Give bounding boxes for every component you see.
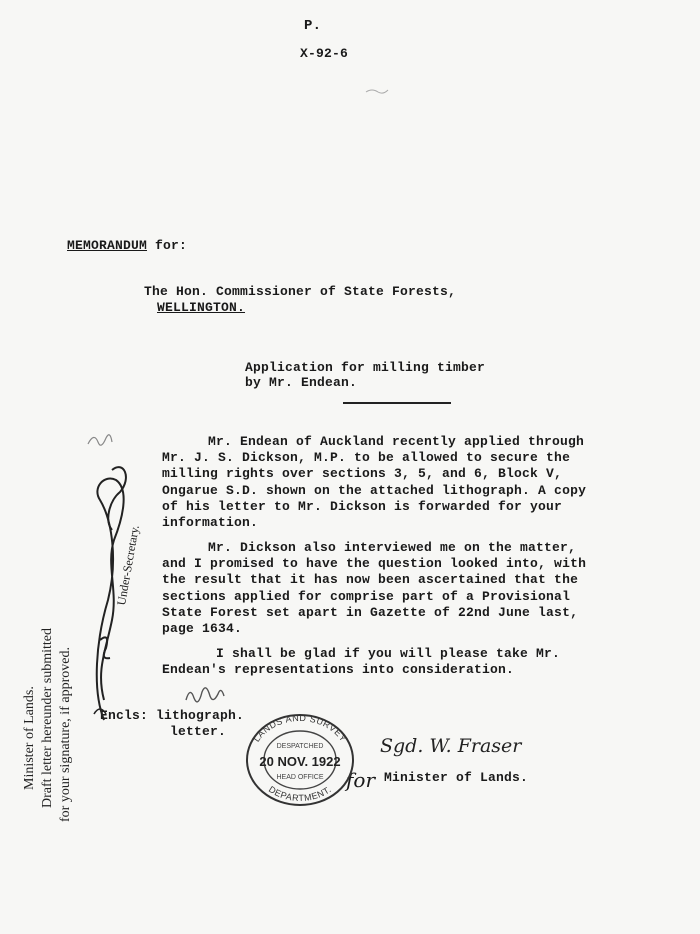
page-letter: P.	[304, 18, 322, 34]
stamp-outer-bottom: DEPARTMENT.	[266, 784, 334, 804]
under-secretary-label: Under-Secretary.	[114, 523, 142, 607]
body-line: page 1634.	[162, 621, 243, 637]
signatory-title: Minister of Lands.	[384, 770, 529, 785]
enclosures-label: Encls:	[100, 708, 149, 723]
stamp-inner-top: DESPATCHED	[276, 743, 324, 750]
body-line: Mr. Endean of Auckland recently applied through	[208, 434, 585, 449]
svg-text:LANDS AND SURVEY	[251, 713, 348, 744]
handwritten-signature: Sgd. W. Fraser	[380, 735, 522, 757]
body-line: Mr. J. S. Dickson, M.P. to be allowed to secure the	[162, 450, 571, 466]
body-line: the result that it has now been ascertained that the	[162, 572, 579, 588]
enclosure-item: letter.	[170, 724, 227, 739]
addressee-title: The Hon. Commissioner of State Forests,	[144, 284, 457, 299]
enclosure-item: lithograph.	[156, 708, 245, 723]
margin-note-line-1: Minister of Lands.	[22, 686, 37, 790]
memo-label: MEMORANDUM	[67, 238, 148, 253]
body-line: I shall be glad if you will please take Mr.	[216, 646, 561, 661]
body-line: of his letter to Mr. Dickson is forwarded for your	[162, 498, 563, 514]
file-reference: X-92-6	[300, 46, 349, 61]
body-line: and I promised to have the question looked into, with	[162, 556, 587, 572]
body-line: information.	[162, 515, 259, 531]
date-stamp	[247, 713, 353, 805]
margin-note-line-2: Draft letter hereunder submitted	[40, 628, 55, 808]
under-secretary-signature	[97, 467, 126, 720]
memo-label-suffix: for:	[147, 238, 188, 253]
stamp-date: 20 NOV. 1922	[259, 754, 341, 769]
subject-line-1: Application for milling timber	[245, 360, 486, 375]
addressee-city: WELLINGTON.	[157, 300, 246, 315]
margin-note-line-3: for your signature, if approved.	[58, 647, 73, 822]
body-line: sections applied for comprise part of a Provisional	[162, 588, 571, 604]
stamp-inner-bottom: HEAD OFFICE	[276, 774, 324, 781]
subject-line-2: by Mr. Endean.	[245, 375, 358, 390]
body-line: Ongarue S.D. shown on the attached lithograph. A copy	[162, 482, 587, 498]
body-line: Endean's representations into consideration.	[162, 662, 515, 678]
stamp-outer-top: LANDS AND SURVEY	[251, 712, 349, 744]
initials-scribble	[186, 688, 224, 702]
body-line: State Forest set apart in Gazette of 22nd June last,	[162, 604, 579, 620]
body-line: milling rights over sections 3, 5, and 6, Block V,	[162, 466, 563, 482]
body-line: Mr. Dickson also interviewed me on the matter,	[208, 540, 577, 555]
signature-prefix: for	[346, 768, 376, 792]
